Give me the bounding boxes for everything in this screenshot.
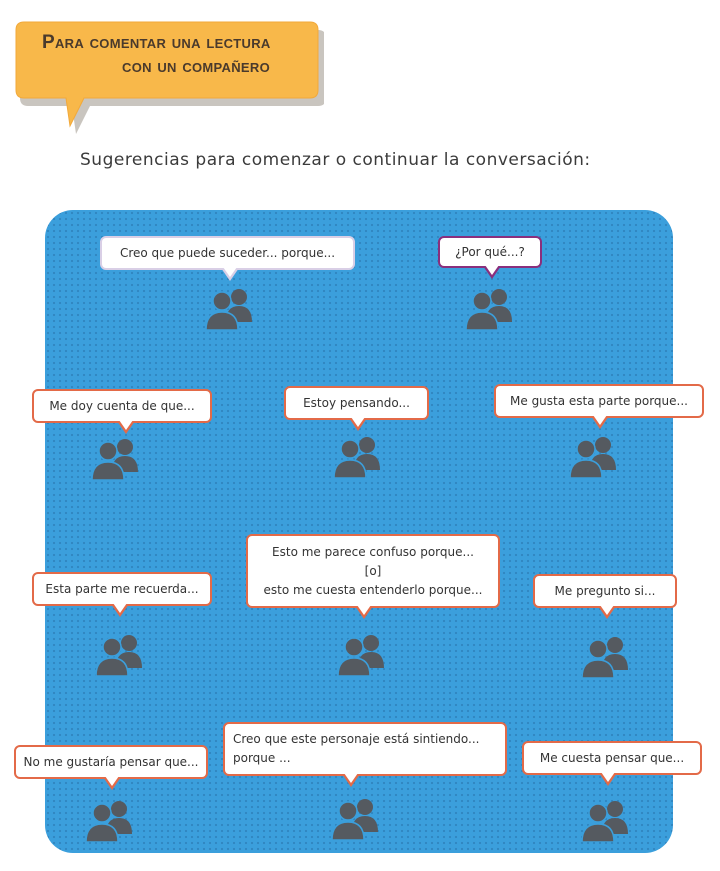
two-people-icon: [578, 798, 634, 842]
phrase-bubble-8: [533, 574, 677, 608]
phrase-bubble-10: [223, 722, 507, 776]
two-people-icon: [92, 632, 148, 676]
phrase-bubble-2: [438, 236, 542, 268]
phrase-text: ¿Por qué...?: [455, 245, 525, 259]
subtitle: Sugerencias para comenzar o continuar la conversación:: [80, 150, 591, 170]
phrase-text: No me gustaría pensar que...: [23, 755, 199, 769]
two-people-icon: [334, 632, 390, 676]
title-line-2: con un compañero: [122, 56, 271, 77]
phrase-text: Me cuesta pensar que...: [539, 751, 685, 765]
phrase-text: Estoy pensando...: [303, 396, 410, 410]
phrase-text: Me pregunto si...: [554, 584, 656, 598]
phrase-text-line-2: [o]: [364, 563, 382, 578]
phrase-text: Esta parte me recuerda...: [45, 582, 199, 596]
page-title: [14, 31, 310, 79]
phrase-text-line-1: Esto me parece confuso porque...: [272, 544, 474, 559]
phrase-bubble-1: [100, 236, 355, 270]
two-people-icon: [578, 634, 634, 678]
phrase-bubble-5: [494, 384, 704, 418]
title-badge: [14, 18, 324, 138]
phrase-text: Me doy cuenta de que...: [49, 399, 195, 413]
two-people-icon: [202, 286, 258, 330]
phrase-text-line-3: esto me cuesta entenderlo porque...: [263, 582, 483, 597]
phrase-bubble-9: [14, 745, 208, 779]
phrase-text-line-1: Creo que este personaje está sintiendo...: [233, 732, 480, 746]
phrase-bubble-6: [246, 534, 500, 608]
phrase-bubble-11: [522, 741, 702, 775]
two-people-icon: [462, 286, 518, 330]
phrase-text-line-2: porque ...: [233, 751, 291, 765]
two-people-icon: [566, 434, 622, 478]
phrase-bubble-4: [284, 386, 429, 420]
phrase-text: Creo que puede suceder... porque...: [119, 246, 336, 260]
title-line-1: Para comentar una lectura: [42, 32, 271, 53]
two-people-icon: [328, 796, 384, 840]
phrase-bubble-7: [32, 572, 212, 606]
two-people-icon: [82, 798, 138, 842]
two-people-icon: [88, 436, 144, 480]
phrase-bubble-3: [32, 389, 212, 423]
two-people-icon: [330, 434, 386, 478]
phrase-text: Me gusta esta parte porque...: [510, 394, 688, 408]
